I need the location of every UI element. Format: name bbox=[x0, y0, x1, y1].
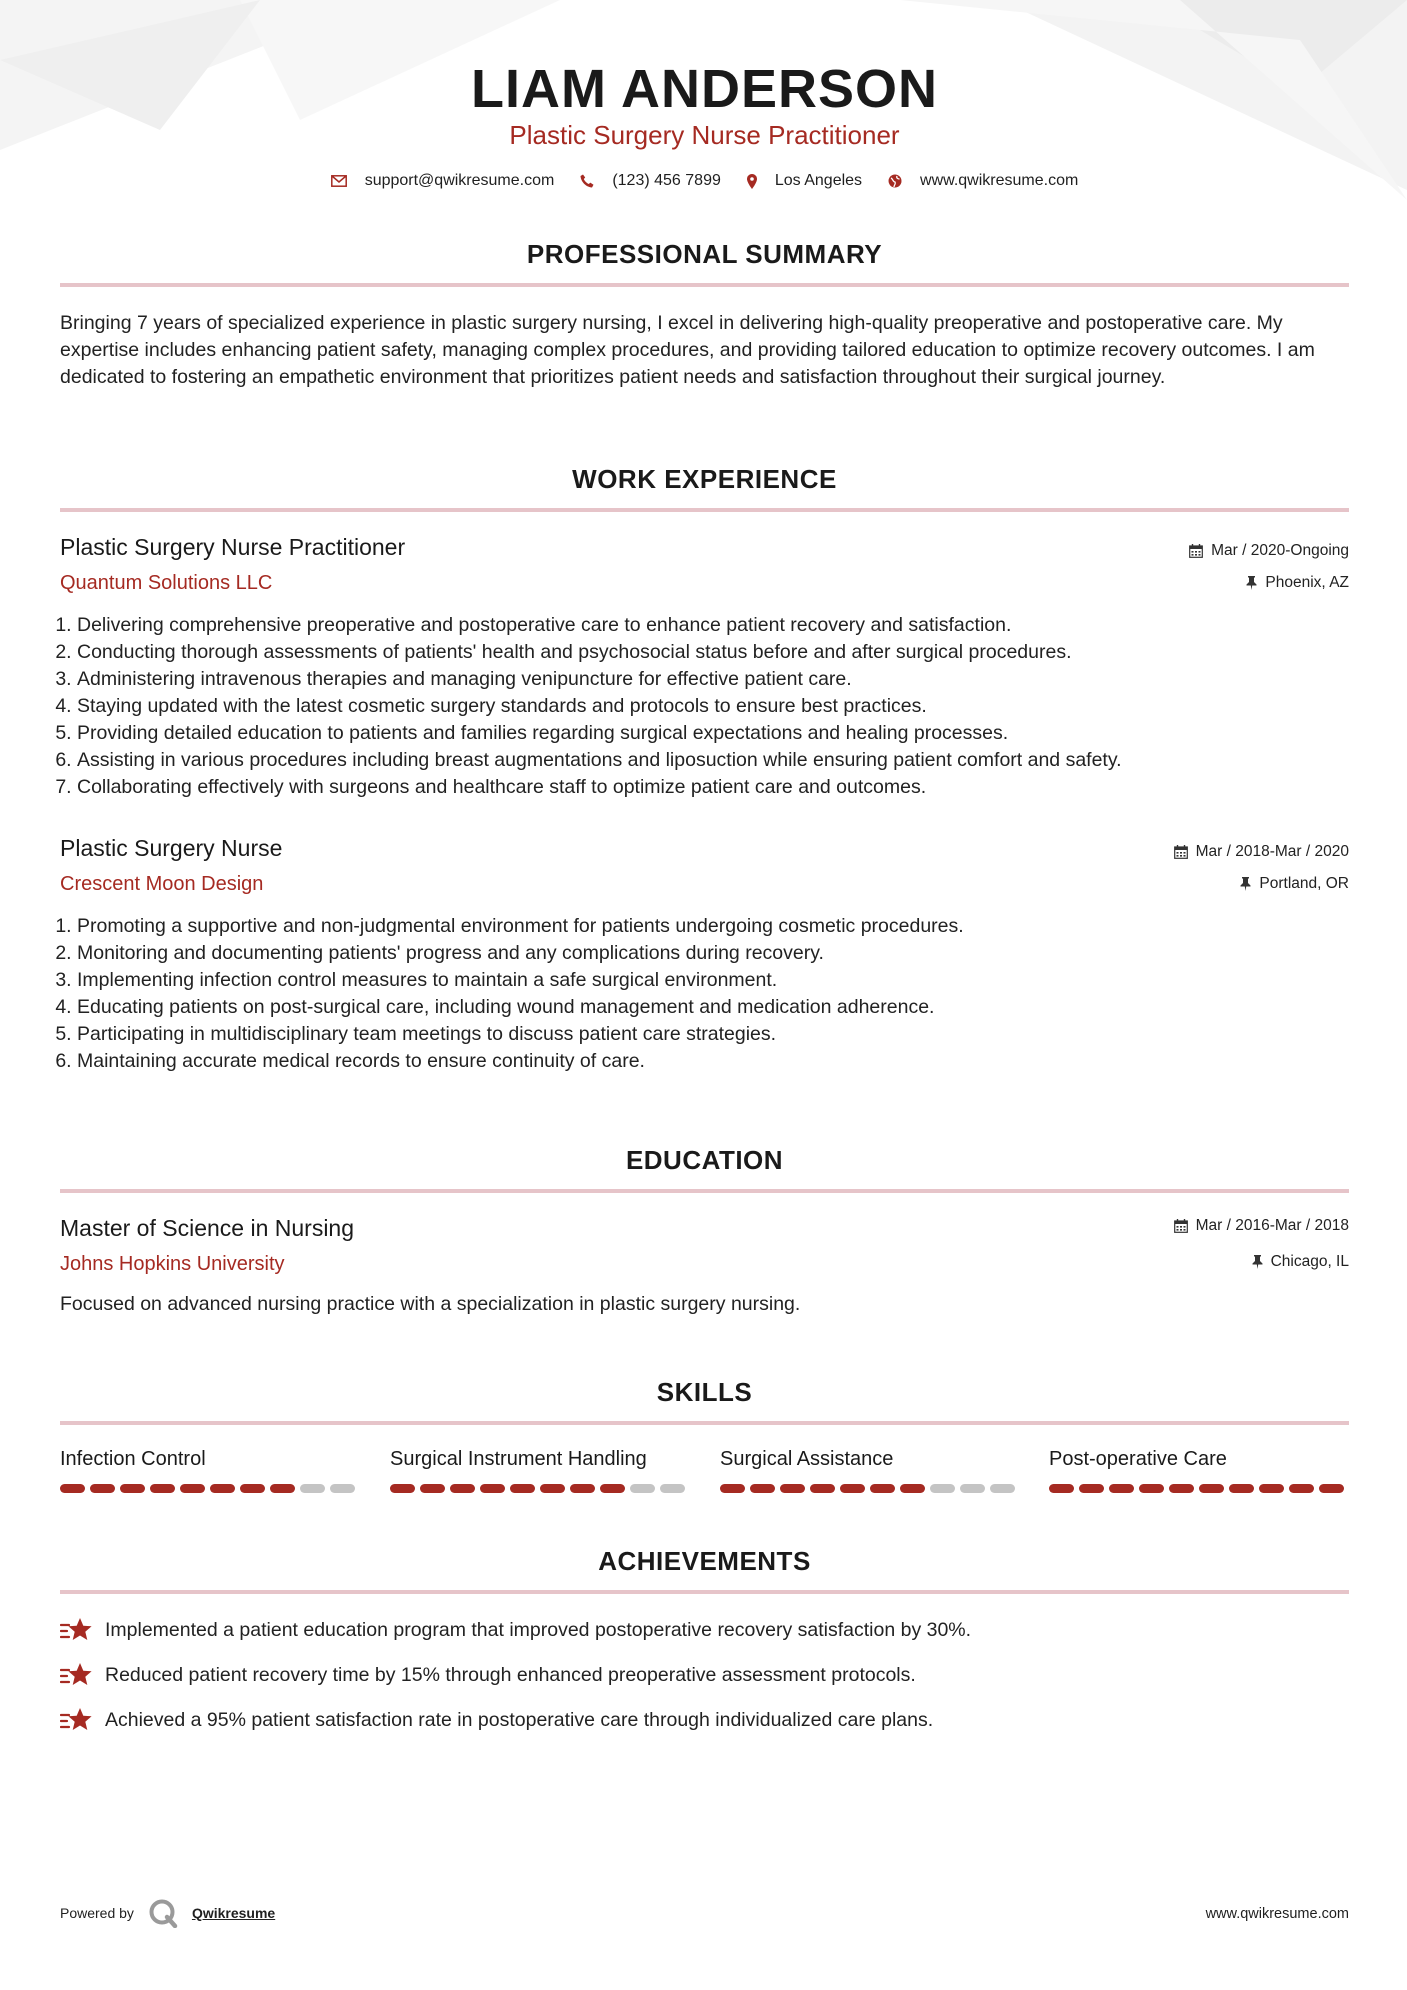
skill-segment-filled bbox=[1049, 1484, 1074, 1493]
skill-segment-empty bbox=[960, 1484, 985, 1493]
skill-segment-filled bbox=[1109, 1484, 1134, 1493]
skill-segment-filled bbox=[120, 1484, 145, 1493]
phone-icon bbox=[580, 174, 594, 188]
pushpin-icon bbox=[1252, 1255, 1263, 1269]
list-item: 1. Promoting a supportive and non-judgmental environment for patients undergoing cosmetic procedures. bbox=[77, 913, 1347, 940]
section-divider bbox=[60, 283, 1349, 287]
skill-segment-filled bbox=[1139, 1484, 1164, 1493]
skill-segment-filled bbox=[810, 1484, 835, 1493]
skill-segment-filled bbox=[600, 1484, 625, 1493]
brand-link[interactable]: Qwikresume bbox=[191, 1905, 276, 1921]
skill-segment-filled bbox=[450, 1484, 475, 1493]
contact-location bbox=[747, 172, 862, 190]
skill-segment-filled bbox=[540, 1484, 565, 1493]
education-heading: EDUCATION bbox=[625, 1145, 784, 1175]
footer-powered-by bbox=[60, 1898, 275, 1928]
skill-segment-filled bbox=[240, 1484, 265, 1493]
experience-heading: WORK EXPERIENCE bbox=[572, 464, 837, 494]
skill-segment-filled bbox=[480, 1484, 505, 1493]
skill-segment-empty bbox=[300, 1484, 325, 1493]
summary-text: Bringing 7 years of specialized experience in plastic surgery nursing, I excel in delivering high-quality preoperative and postoperative care. My expertise includes enhancing patient safety, managing complex procedures, and providing tailored education to optimize recovery outcomes. I am dedicated to fostering an empathetic environment that prioritizes patient needs and satisfaction throughout their surgical journey. bbox=[60, 312, 1315, 388]
job-location bbox=[1246, 574, 1349, 592]
skill-level-bar bbox=[60, 1484, 355, 1493]
list-item: 3. Administering intravenous therapies and managing venipuncture for effective patient care. bbox=[77, 666, 1347, 693]
skills-heading: SKILLS bbox=[656, 1377, 753, 1407]
footer-website[interactable]: www.qwikresume.com bbox=[1205, 1906, 1349, 1922]
education-dates bbox=[1174, 1217, 1349, 1235]
skill-name: Post-operative Care bbox=[1049, 1448, 1227, 1470]
job-dates bbox=[1174, 843, 1349, 861]
skill-item bbox=[60, 1448, 360, 1471]
education-degree: Master of Science in Nursing bbox=[60, 1215, 355, 1241]
list-item: 4. Staying updated with the latest cosmetic surgery standards and protocols to ensure best practices. bbox=[77, 693, 1347, 720]
job-location-text: Portland, OR bbox=[1259, 875, 1349, 892]
skill-name: Surgical Instrument Handling bbox=[390, 1448, 647, 1470]
candidate-title: Plastic Surgery Nurse Practitioner bbox=[509, 120, 900, 150]
achievement-text: Reduced patient recovery time by 15% through enhanced preoperative assessment protocols. bbox=[105, 1663, 916, 1686]
skill-segment-filled bbox=[180, 1484, 205, 1493]
skill-segment-filled bbox=[870, 1484, 895, 1493]
achievement-text: Implemented a patient education program that improved postoperative recovery satisfaction by 30%. bbox=[105, 1618, 972, 1641]
section-divider bbox=[60, 1421, 1349, 1425]
job-responsibilities bbox=[60, 612, 1347, 801]
contact-website-text: www.qwikresume.com bbox=[920, 172, 1079, 189]
globe-icon bbox=[888, 174, 902, 188]
skill-level-bar bbox=[390, 1484, 685, 1493]
skill-segment-filled bbox=[1079, 1484, 1104, 1493]
education-school: Johns Hopkins University bbox=[60, 1253, 285, 1275]
list-item: 3. Implementing infection control measures to maintain a safe surgical environment. bbox=[77, 967, 1347, 994]
skill-segment-filled bbox=[270, 1484, 295, 1493]
skill-segment-filled bbox=[390, 1484, 415, 1493]
skill-segment-filled bbox=[750, 1484, 775, 1493]
skill-segment-filled bbox=[900, 1484, 925, 1493]
skill-name: Infection Control bbox=[60, 1448, 206, 1470]
star-badge-icon bbox=[60, 1662, 93, 1688]
skill-segment-empty bbox=[630, 1484, 655, 1493]
contact-bar bbox=[60, 172, 1349, 190]
contact-website[interactable] bbox=[888, 172, 1078, 190]
job-dates-text: Mar / 2018-Mar / 2020 bbox=[1195, 843, 1349, 860]
skill-segment-filled bbox=[1289, 1484, 1314, 1493]
achievements-heading: ACHIEVEMENTS bbox=[598, 1546, 811, 1576]
skills-grid bbox=[60, 1448, 1349, 1498]
calendar-icon bbox=[1174, 845, 1188, 859]
skill-segment-filled bbox=[150, 1484, 175, 1493]
pushpin-icon bbox=[1246, 576, 1257, 590]
skill-segment-filled bbox=[1259, 1484, 1284, 1493]
list-item: 5. Providing detailed education to patients and families regarding surgical expectations and healing processes. bbox=[77, 720, 1347, 747]
education-location-text: Chicago, IL bbox=[1270, 1253, 1349, 1270]
achievement-item bbox=[60, 1707, 1349, 1733]
star-badge-icon bbox=[60, 1707, 93, 1733]
skill-segment-filled bbox=[420, 1484, 445, 1493]
job-role: Plastic Surgery Nurse Practitioner bbox=[60, 534, 406, 560]
education-description: Focused on advanced nursing practice with a specialization in plastic surgery nursing. bbox=[60, 1293, 801, 1315]
skill-segment-filled bbox=[210, 1484, 235, 1493]
skill-segment-filled bbox=[1319, 1484, 1344, 1493]
list-item: 2. Conducting thorough assessments of patients' health and psychosocial status before and after surgical procedures. bbox=[77, 639, 1347, 666]
list-item: 5. Participating in multidisciplinary team meetings to discuss patient care strategies. bbox=[77, 1021, 1347, 1048]
skill-segment-filled bbox=[60, 1484, 85, 1493]
job-company: Crescent Moon Design bbox=[60, 873, 264, 895]
contact-phone-text: (123) 456 7899 bbox=[612, 172, 721, 189]
summary-heading: PROFESSIONAL SUMMARY bbox=[526, 239, 883, 269]
skill-item bbox=[390, 1448, 690, 1471]
contact-email-text: support@qwikresume.com bbox=[364, 172, 555, 189]
list-item: 4. Educating patients on post-surgical care, including wound management and medication adherence. bbox=[77, 994, 1347, 1021]
contact-email[interactable] bbox=[331, 172, 555, 190]
contact-location-text: Los Angeles bbox=[774, 172, 863, 189]
job-responsibilities bbox=[60, 913, 1347, 1075]
skill-segment-empty bbox=[330, 1484, 355, 1493]
section-divider bbox=[60, 1590, 1349, 1594]
achievement-item bbox=[60, 1662, 1349, 1688]
skill-item bbox=[1049, 1448, 1349, 1471]
achievement-text: Achieved a 95% patient satisfaction rate in postoperative care through individualized care plans. bbox=[105, 1708, 934, 1731]
job-location bbox=[1240, 875, 1349, 893]
skill-segment-filled bbox=[1199, 1484, 1224, 1493]
pushpin-icon bbox=[1240, 877, 1251, 891]
section-divider bbox=[60, 508, 1349, 512]
powered-by-label: Powered by bbox=[60, 1905, 134, 1921]
skill-segment-empty bbox=[990, 1484, 1015, 1493]
calendar-icon bbox=[1174, 1219, 1188, 1233]
skill-segment-empty bbox=[930, 1484, 955, 1493]
skill-level-bar bbox=[1049, 1484, 1344, 1493]
skill-segment-filled bbox=[780, 1484, 805, 1493]
list-item: 6. Assisting in various procedures including breast augmentations and liposuction while ensuring patient comfort and safety. bbox=[77, 747, 1347, 774]
skill-segment-filled bbox=[570, 1484, 595, 1493]
list-item: 1. Delivering comprehensive preoperative and postoperative care to enhance patient recovery and satisfaction. bbox=[77, 612, 1347, 639]
skill-segment-filled bbox=[840, 1484, 865, 1493]
education-dates-text: Mar / 2016-Mar / 2018 bbox=[1195, 1217, 1349, 1234]
job-role: Plastic Surgery Nurse bbox=[60, 835, 283, 861]
education-location bbox=[1252, 1253, 1349, 1271]
achievement-item bbox=[60, 1617, 1349, 1643]
map-marker-icon bbox=[747, 174, 757, 189]
skill-item bbox=[720, 1448, 1020, 1471]
skill-name: Surgical Assistance bbox=[720, 1448, 894, 1470]
job-dates-text: Mar / 2020-Ongoing bbox=[1211, 542, 1349, 559]
list-item: 6. Maintaining accurate medical records to ensure continuity of care. bbox=[77, 1048, 1347, 1075]
candidate-name: LIAM ANDERSON bbox=[471, 59, 938, 119]
skill-segment-filled bbox=[90, 1484, 115, 1493]
job-company: Quantum Solutions LLC bbox=[60, 572, 273, 594]
calendar-icon bbox=[1189, 544, 1203, 558]
envelope-icon bbox=[331, 175, 347, 187]
skill-segment-filled bbox=[1229, 1484, 1254, 1493]
star-badge-icon bbox=[60, 1617, 93, 1643]
skill-segment-empty bbox=[660, 1484, 685, 1493]
list-item: 7. Collaborating effectively with surgeons and healthcare staff to optimize patient care and outcomes. bbox=[77, 774, 1347, 801]
list-item: 2. Monitoring and documenting patients' progress and any complications during recovery. bbox=[77, 940, 1347, 967]
section-divider bbox=[60, 1189, 1349, 1193]
job-dates bbox=[1189, 542, 1349, 560]
skill-segment-filled bbox=[1169, 1484, 1194, 1493]
skill-segment-filled bbox=[510, 1484, 535, 1493]
qwikresume-logo-icon bbox=[148, 1898, 178, 1928]
contact-phone[interactable] bbox=[580, 172, 721, 190]
job-location-text: Phoenix, AZ bbox=[1265, 574, 1349, 591]
skill-segment-filled bbox=[720, 1484, 745, 1493]
skill-level-bar bbox=[720, 1484, 1015, 1493]
